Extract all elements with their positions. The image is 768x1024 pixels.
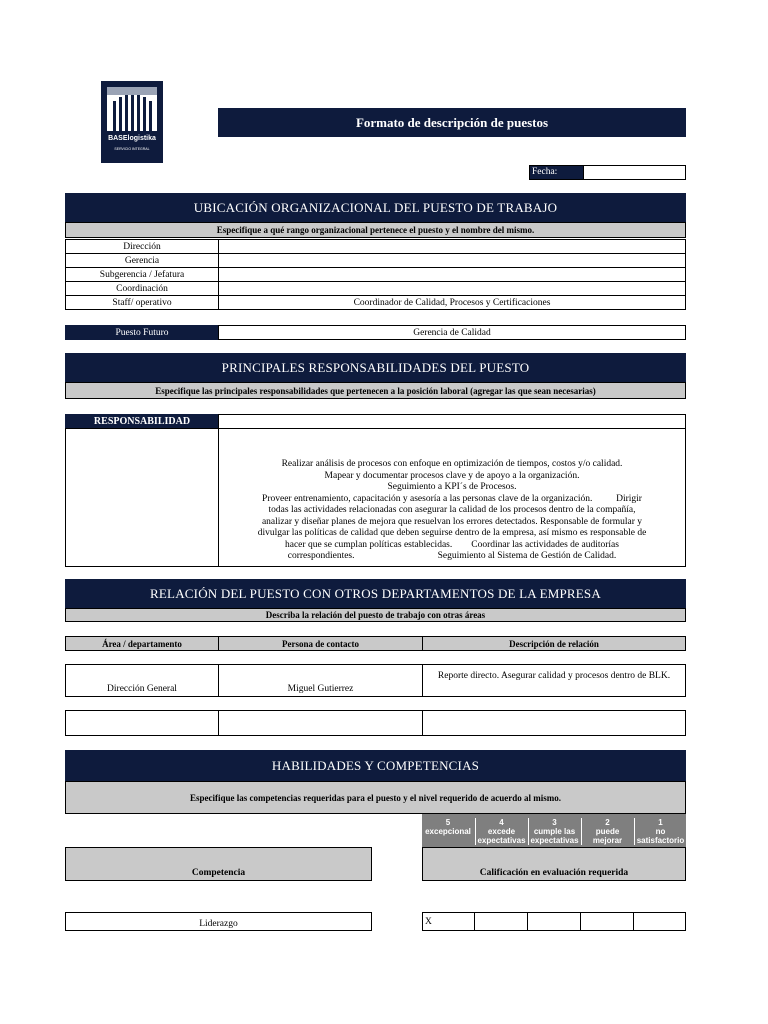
responsabilidad-line-3: Seguimiento a KPI´s de Procesos.	[387, 482, 517, 492]
scale-1: 1 no satisfactorio	[634, 818, 686, 845]
relacion-row2-area[interactable]	[65, 710, 219, 736]
calificacion-header: Calificación en evaluación requerida	[422, 847, 686, 881]
rating-1-cell[interactable]	[633, 912, 686, 931]
responsabilidad-text-cell[interactable]	[218, 428, 686, 567]
relacion-header-area: Área / departamento	[65, 636, 219, 651]
responsabilidades-instruction: Especifique las principales responsabilidades que pertenecen a la posición laboral (agregar las que sean necesarias)	[65, 382, 686, 399]
relacion-row1-descripcion[interactable]: Reporte directo. Asegurar calidad y procesos dentro de BLK.	[422, 664, 686, 697]
relacion-header-descripcion: Descripción de relación	[422, 636, 686, 651]
ubicacion-value-gerencia[interactable]	[218, 253, 686, 268]
responsabilidad-line-8: hacer que se cumplan políticas establecidas. Coordinar las actividades de auditorías	[285, 539, 619, 550]
company-logo	[101, 81, 163, 163]
responsabilidad-line-5: todas las actividades relacionadas con asegurar la calidad de los procesos dentro de la compañía,	[268, 505, 636, 515]
habilidades-instruction: Especifique las competencias requeridas para el puesto y el nivel requerido de acuerdo al mismo.	[65, 781, 686, 814]
ubicacion-section-title: UBICACIÓN ORGANIZACIONAL DEL PUESTO DE TRABAJO	[65, 193, 686, 222]
logo-building-icon	[107, 87, 157, 131]
logo-text: BASElogistika	[108, 135, 156, 142]
fecha-row	[529, 165, 686, 180]
fecha-field[interactable]	[583, 166, 685, 179]
ubicacion-instruction: Especifique a qué rango organizacional pertenece el puesto y el nombre del mismo.	[65, 222, 686, 238]
rating-4-cell[interactable]	[474, 912, 528, 931]
scale-4: 4 excede expectativas	[475, 818, 527, 845]
puesto-futuro-value[interactable]: Gerencia de Calidad	[218, 325, 686, 340]
responsabilidad-header-blank	[218, 414, 686, 429]
rating-5-cell[interactable]: X	[422, 912, 475, 931]
competencia-liderazgo[interactable]: Liderazgo	[65, 912, 372, 931]
relacion-section-title: RELACIÓN DEL PUESTO CON OTROS DEPARTAMENTOS DE LA EMPRESA	[65, 579, 686, 608]
fecha-label: Fecha:	[530, 166, 583, 179]
relacion-row1-area[interactable]: Dirección General	[65, 664, 219, 697]
relacion-row2-persona[interactable]	[218, 710, 423, 736]
responsabilidad-line-6: analizar y diseñar planes de mejora que resuelvan los errores detectados. Responsable de formular y	[261, 516, 643, 527]
rating-row-liderazgo	[422, 912, 686, 931]
ubicacion-label-coordinacion: Coordinación	[65, 281, 219, 296]
ubicacion-value-direccion[interactable]	[218, 239, 686, 254]
puesto-futuro-label: Puesto Futuro	[65, 325, 219, 340]
relacion-row1-persona[interactable]: Miguel Gutierrez	[218, 664, 423, 697]
ubicacion-label-staff: Staff/ operativo	[65, 295, 219, 310]
scale-2: 2 puede mejorar	[581, 818, 633, 845]
rating-2-cell[interactable]	[580, 912, 634, 931]
rating-3-cell[interactable]	[527, 912, 581, 931]
relacion-instruction: Describa la relación del puesto de trabajo con otras áreas	[65, 608, 686, 622]
ubicacion-value-staff[interactable]: Coordinador de Calidad, Procesos y Certificaciones	[218, 295, 686, 310]
responsabilidad-line-9: correspondientes. Seguimiento al Sistema de Gestión de Calidad.	[287, 551, 617, 561]
responsabilidad-line-4: Proveer entrenamiento, capacitación y asesoría a las personas clave de la organización. Dirigir	[262, 493, 642, 504]
scale-3: 3 cumple las expectativas	[528, 818, 580, 845]
relacion-row2-descripcion[interactable]	[422, 710, 686, 736]
responsabilidades-section-title: PRINCIPALES RESPONSABILIDADES DEL PUESTO	[65, 353, 686, 382]
scale-5: 5 excepcional	[425, 818, 471, 836]
relacion-header-persona: Persona de contacto	[218, 636, 423, 651]
ubicacion-table	[65, 239, 686, 311]
responsabilidad-line-1: Realizar análisis de procesos con enfoque en optimización de tiempos, costos y/o calidad.	[281, 459, 623, 469]
scale-header	[422, 814, 686, 847]
ubicacion-label-gerencia: Gerencia	[65, 253, 219, 268]
competencia-header: Competencia	[65, 847, 372, 881]
responsabilidad-line-7: divulgar las políticas de calidad que deben seguirse dentro de la empresa, así mismo es responsable de	[257, 528, 647, 538]
ubicacion-value-coordinacion[interactable]	[218, 281, 686, 296]
ubicacion-label-direccion: Dirección	[65, 239, 219, 254]
responsabilidad-column-header: RESPONSABILIDAD	[65, 414, 219, 428]
ubicacion-label-subgerencia: Subgerencia / Jefatura	[65, 267, 219, 282]
responsabilidad-line-2: Mapear y documentar procesos clave y de apoyo a la organización.	[324, 470, 580, 481]
habilidades-section-title: HABILIDADES Y COMPETENCIAS	[65, 750, 686, 781]
responsabilidad-left-cell	[65, 428, 219, 567]
logo-tagline: SERVICIO INTEGRAL	[114, 147, 150, 151]
ubicacion-value-subgerencia[interactable]	[218, 267, 686, 282]
page-title: Formato de descripción de puestos	[218, 108, 686, 137]
